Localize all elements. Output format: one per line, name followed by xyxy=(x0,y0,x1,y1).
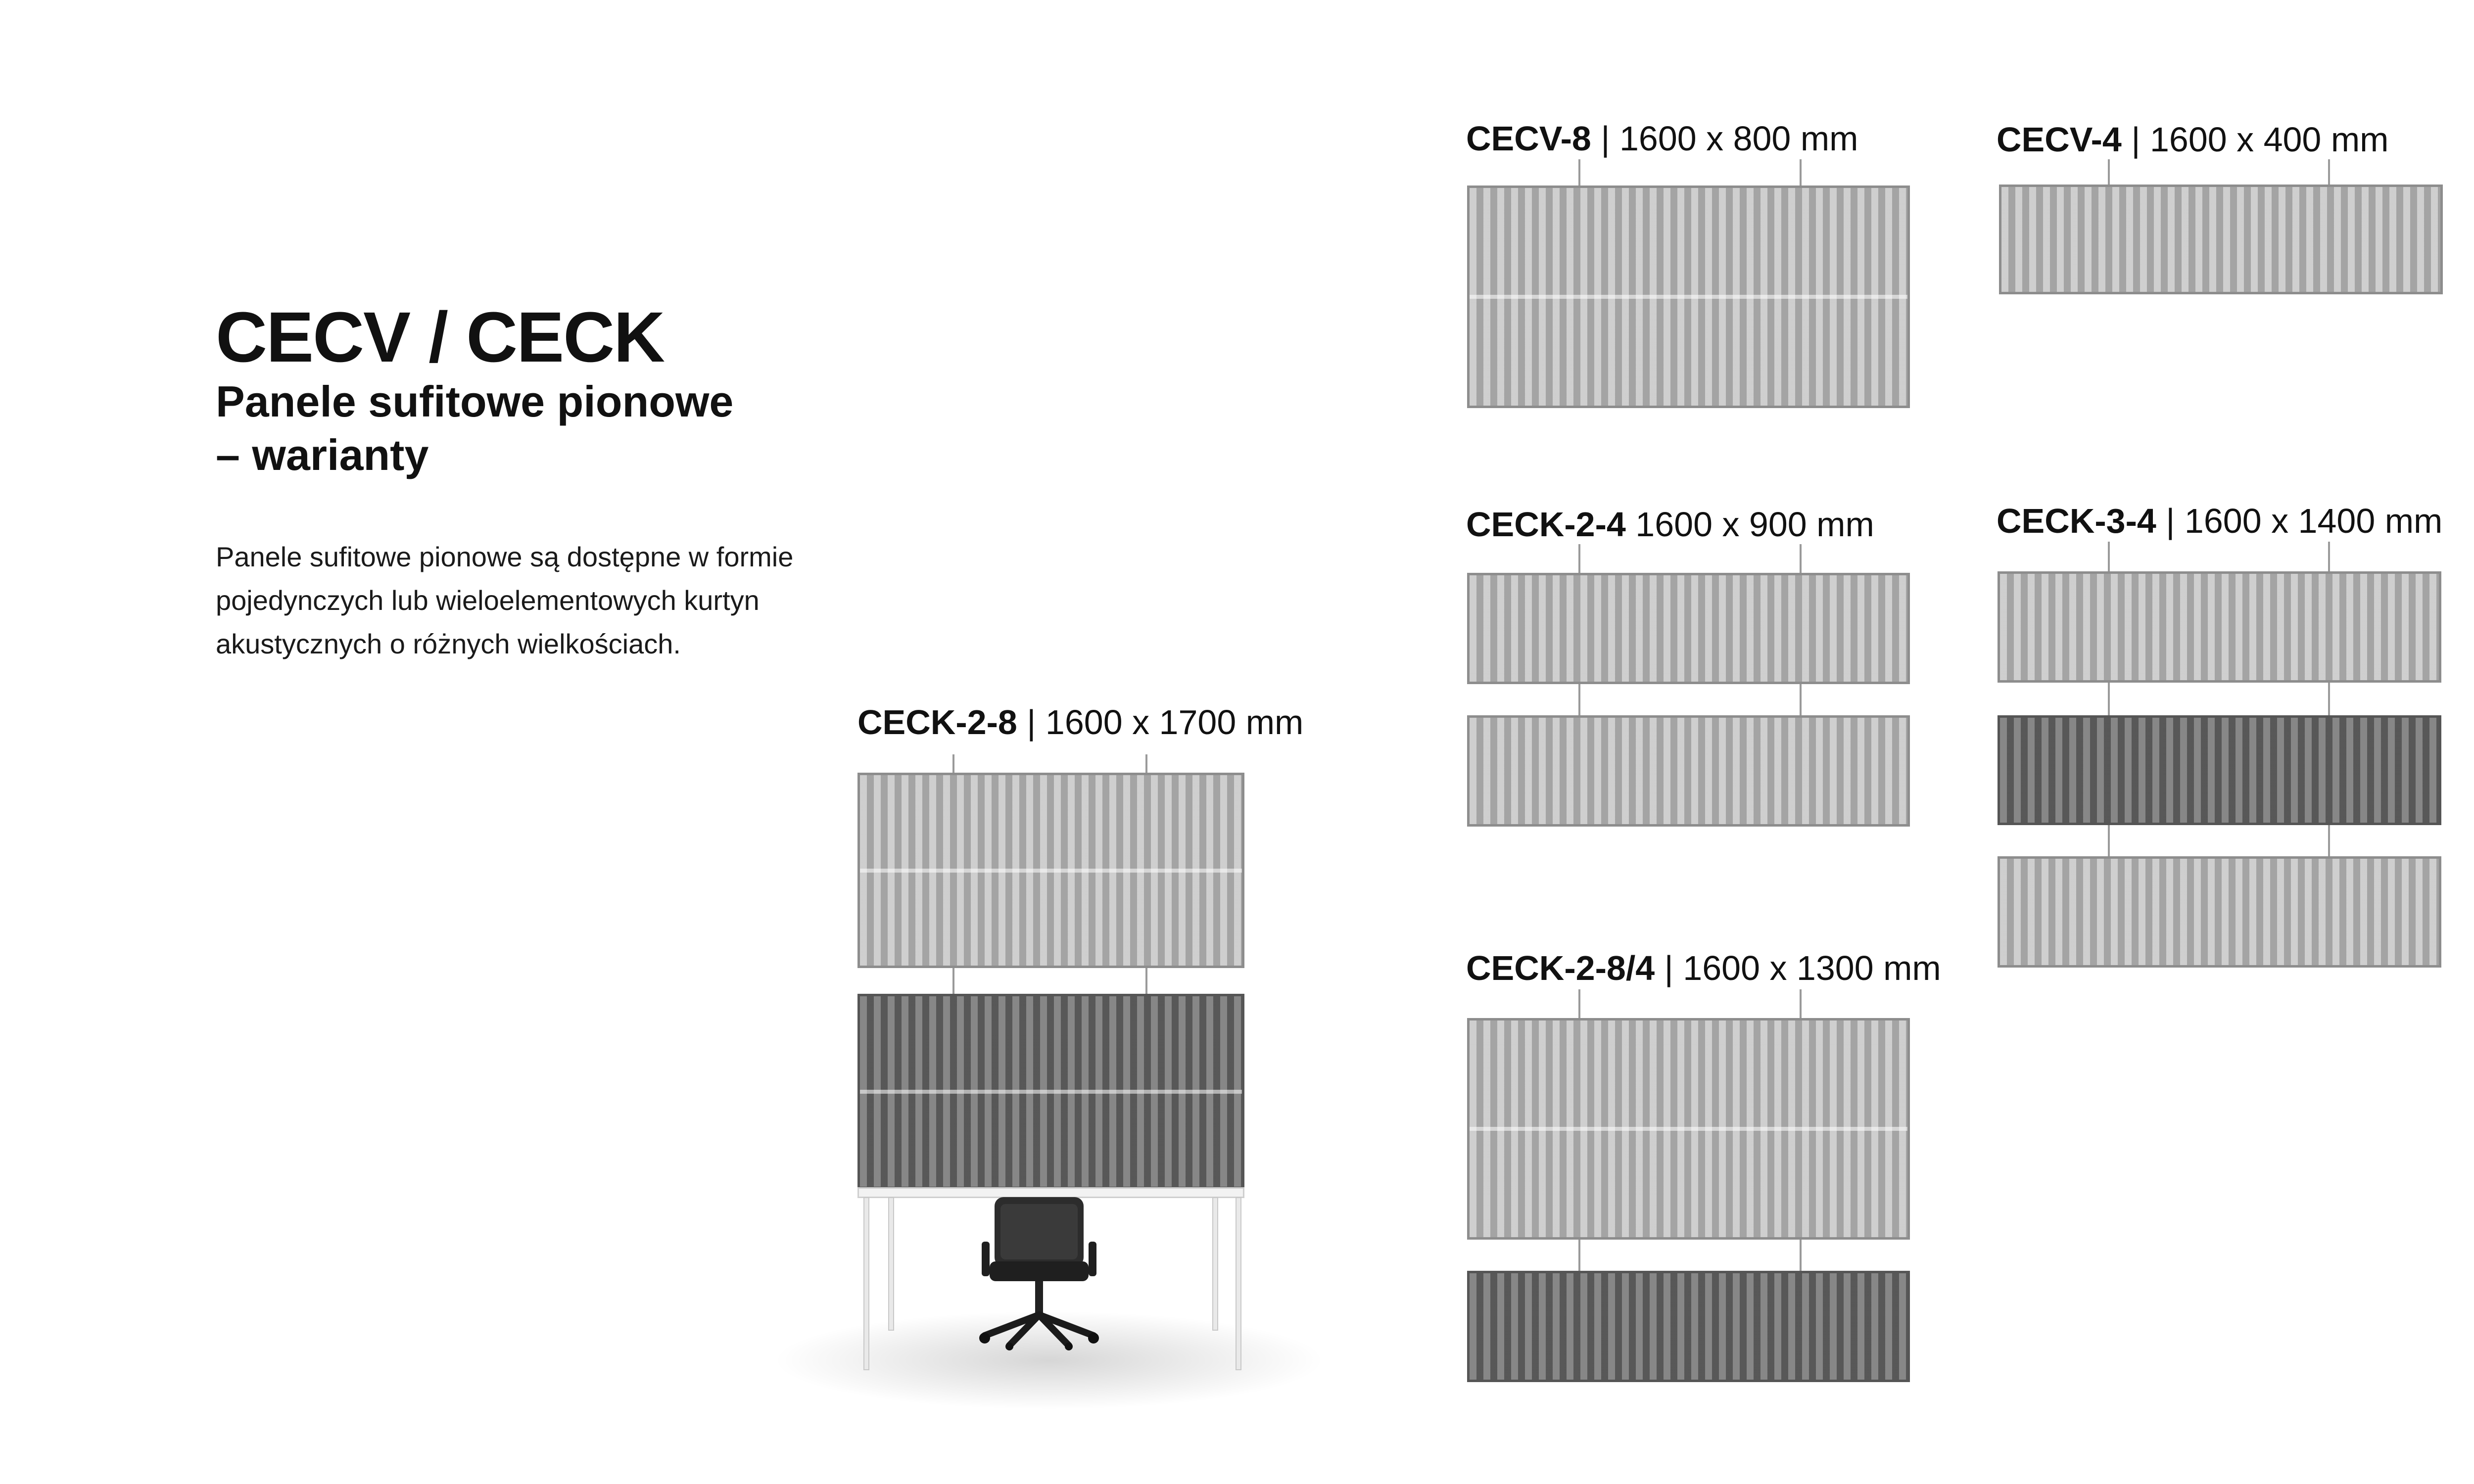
suspension-cable xyxy=(1145,968,1147,994)
chair-wheel xyxy=(1065,1343,1073,1350)
intro-description xyxy=(216,535,908,666)
suspension-cable xyxy=(1578,159,1580,186)
variant-size: 1600 x 900 mm xyxy=(1625,505,1874,544)
suspension-cable xyxy=(952,754,954,774)
chair-mesh xyxy=(1000,1204,1078,1259)
suspension-cable xyxy=(1800,1240,1802,1272)
acoustic-panel-dark xyxy=(857,994,1244,1189)
suspension-cable xyxy=(2108,542,2110,572)
suspension-cable xyxy=(952,968,954,994)
chair-column xyxy=(1035,1281,1043,1316)
acoustic-panel-light xyxy=(1998,571,2441,683)
suspension-cable xyxy=(1800,159,1802,186)
suspension-cable xyxy=(2108,683,2110,716)
chair-wheel xyxy=(979,1333,990,1344)
chair-wheel xyxy=(1088,1333,1099,1344)
suspension-cable xyxy=(1578,544,1580,574)
variant-code: CECK-2-8 xyxy=(857,703,1017,742)
variant-label-cecv-4 xyxy=(1997,122,2388,157)
chair-armrest xyxy=(1089,1242,1096,1276)
variant-size: | 1600 x 400 mm xyxy=(2121,120,2389,159)
description-line-2: pojedynczych lub wieloelementowych kurtyn xyxy=(216,585,760,616)
variant-code: CECK-2-8/4 xyxy=(1466,949,1655,987)
variant-code: CECK-2-4 xyxy=(1466,505,1626,544)
suspension-cable xyxy=(1578,1240,1580,1272)
acoustic-panel-light xyxy=(1467,715,1910,827)
variant-label-ceck-2-8 xyxy=(857,705,1303,740)
suspension-cable xyxy=(2108,825,2110,857)
chair-base xyxy=(985,1315,1094,1345)
acoustic-panel-light xyxy=(1467,1018,1910,1240)
variant-code: CECV-8 xyxy=(1466,119,1591,158)
chair-armrest xyxy=(982,1242,990,1276)
variant-label-ceck-2-8-4 xyxy=(1466,951,1941,985)
acoustic-panel-light xyxy=(1999,185,2443,294)
chair-seat xyxy=(990,1261,1089,1281)
suspension-cable xyxy=(1578,684,1580,716)
desk-leg xyxy=(888,1197,894,1331)
description-line-1: Panele sufitowe pionowe są dostępne w formie xyxy=(216,541,794,572)
suspension-cable xyxy=(1800,989,1802,1019)
desk-leg xyxy=(1236,1197,1241,1370)
suspension-cable xyxy=(2328,542,2330,572)
acoustic-panel-light xyxy=(1467,573,1910,684)
suspension-cable xyxy=(1800,684,1802,716)
variant-size: | 1600 x 1300 mm xyxy=(1655,949,1941,987)
subtitle-line-2: – warianty xyxy=(216,430,429,479)
desk-leg xyxy=(863,1197,869,1370)
variant-label-ceck-2-4 xyxy=(1466,507,1874,542)
variant-code: CECK-3-4 xyxy=(1997,502,2156,540)
page-title: CECV / CECK xyxy=(216,297,665,377)
acoustic-panel-light xyxy=(1467,186,1910,408)
suspension-cable xyxy=(1578,989,1580,1019)
variant-size: | 1600 x 1400 mm xyxy=(2156,502,2443,540)
suspension-cable xyxy=(2328,159,2330,186)
variant-code: CECV-4 xyxy=(1997,120,2122,159)
acoustic-panel-light xyxy=(1998,856,2441,968)
suspension-cable xyxy=(2328,825,2330,857)
acoustic-panel-dark xyxy=(1467,1271,1910,1382)
chair-wheel xyxy=(1005,1343,1013,1350)
subtitle-line-1: Panele sufitowe pionowe xyxy=(216,377,734,426)
acoustic-panel-dark xyxy=(1998,715,2441,825)
suspension-cable xyxy=(2328,683,2330,716)
description-line-3: akustycznych o różnych wielkościach. xyxy=(216,628,681,659)
variant-label-cecv-8 xyxy=(1466,121,1858,156)
acoustic-panel-light xyxy=(857,773,1244,968)
suspension-cable xyxy=(2108,159,2110,186)
page-subtitle xyxy=(216,375,908,482)
variant-size: | 1600 x 800 mm xyxy=(1591,119,1858,158)
office-chair-icon xyxy=(975,1187,1133,1350)
variant-label-ceck-3-4 xyxy=(1997,504,2442,538)
variant-size: | 1600 x 1700 mm xyxy=(1017,703,1304,742)
desk-leg xyxy=(1212,1197,1218,1331)
suspension-cable xyxy=(1145,754,1147,774)
suspension-cable xyxy=(1800,544,1802,574)
